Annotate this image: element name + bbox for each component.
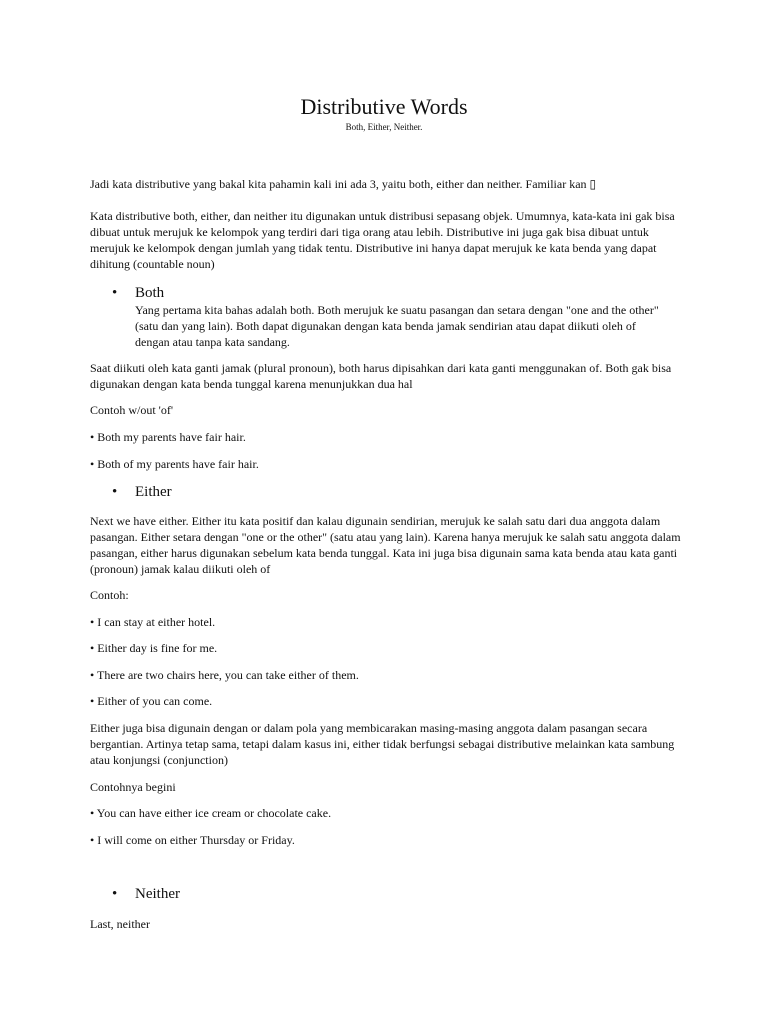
- both-example-label: Contoh w/out 'of': [90, 403, 173, 417]
- heading-both-label: Both: [135, 285, 165, 301]
- bullet-icon: •: [112, 484, 118, 500]
- page-title: Distributive Words: [300, 94, 468, 119]
- intro-text: Jadi kata distributive yang bakal kita pahamin kali ini ada 3, yaitu both, either dan neither. Familiar kan: [90, 177, 590, 191]
- either-description: Next we have either. Either itu kata positif dan kalau digunain sendirian, merujuk ke salah satu dari dua anggota dalam pasangan. Either setara dengan "one or the other" (satu atau yang lain). Karena hanya merujuk ke salah satu anggota dalam pasangan, either harus digunakan sebelum kata benda tunggal. Kata ini juga bisa digunain sama kata benda atau kata ganti (pronoun) jamak kalau diikuti oleh of: [90, 514, 681, 576]
- either-example-label: Contoh:: [90, 588, 129, 602]
- either-example-2: • Either day is fine for me.: [90, 641, 218, 655]
- bullet-icon: •: [112, 285, 118, 301]
- either-example-label-2: Contohnya begini: [90, 780, 176, 794]
- either-example-1: • I can stay at either hotel.: [90, 615, 216, 629]
- either-example-5: • You can have either ice cream or chocolate cake.: [90, 806, 332, 820]
- heading-either-label: Either: [135, 484, 172, 500]
- bullet-icon: •: [112, 886, 118, 902]
- heading-neither-label: Neither: [135, 886, 180, 902]
- both-example-2: • Both of my parents have fair hair.: [90, 457, 259, 471]
- both-description: Yang pertama kita bahas adalah both. Both merujuk ke suatu pasangan dan setara dengan "one and the other" (satu dan yang lain). Both dapat digunakan dengan kata benda jamak sendirian atau dapat diikuti oleh of dengan atau tanpa kata sandang.: [135, 303, 659, 349]
- either-example-4: • Either of you can come.: [90, 694, 213, 708]
- section-heading-both: [112, 284, 164, 302]
- either-note: Either juga bisa digunain dengan or dalam pola yang membicarakan masing-masing anggota dalam pasangan secara bergantian. Artinya tetap sama, tetapi dalam kasus ini, either tidak berfungsi sebagai distributive melainkan kata sambung atau konjungsi (conjunction): [90, 721, 675, 767]
- both-note: Saat diikuti oleh kata ganti jamak (plural pronoun), both harus dipisahkan dari kata ganti menggunakan of. Both gak bisa digunakan dengan kata benda tunggal karena menunjukkan dua hal: [90, 361, 672, 391]
- intro-paragraph: [90, 176, 690, 192]
- section-heading-neither: [112, 885, 180, 903]
- either-example-6: • I will come on either Thursday or Friday.: [90, 833, 295, 847]
- page-subtitle: Both, Either, Neither.: [345, 122, 423, 132]
- both-example-1: • Both my parents have fair hair.: [90, 430, 246, 444]
- neither-description: Last, neither: [90, 917, 150, 931]
- definition-paragraph: Kata distributive both, either, dan neither itu digunakan untuk distribusi sepasang objek. Umumnya, kata-kata ini gak bisa dibuat untuk merujuk ke kelompok yang terdiri dari tiga orang atau lebih. Distributive ini juga gak bisa dibuat untuk merujuk ke kelompok dengan jumlah yang tidak tentu. Distributive ini hanya dapat merujuk ke kata benda yang dapat dihitung (countable noun): [90, 209, 675, 271]
- either-example-3: • There are two chairs here, you can take either of them.: [90, 668, 359, 682]
- section-heading-either: [112, 483, 172, 501]
- missing-glyph-icon: ▯: [589, 177, 597, 191]
